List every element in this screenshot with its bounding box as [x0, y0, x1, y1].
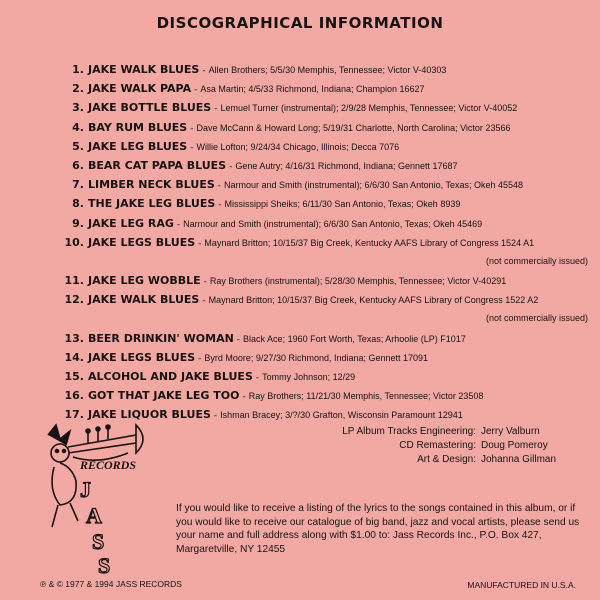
track-note: (not commercially issued) [485, 313, 588, 324]
track-number: 2. [72, 82, 84, 96]
track-separator: - [218, 200, 222, 211]
track-title: JAKE LEG BLUES [88, 139, 188, 153]
logo-jass-letter-s2: S [98, 553, 111, 575]
track-row [0, 156, 600, 175]
track-separator: - [202, 66, 206, 76]
track-title: GOT THAT JAKE LEG TOO [88, 389, 240, 403]
track-details: Lemuel Turner (instrumental); 2/9/28 Memphis, Tennessee; Victor V-40052 [220, 103, 518, 114]
track-title: JAKE LEGS BLUES [88, 350, 196, 364]
credit-name: Doug Pomeroy [481, 440, 548, 451]
track-row [0, 175, 600, 194]
track-title: JAKE LEG RAG [88, 216, 174, 230]
track-details: Mississippi Sheiks; 6/11/30 San Antonio, Texas; Okeh 8939 [224, 199, 461, 210]
track-details: Maynard Britton; 10/15/37 Big Creek, Kentucky AAFS Library of Congress 1522 A2 [208, 295, 539, 306]
track-details: Ishman Bracey; 3/?/30 Grafton, Wisconsin Paramount 12941 [220, 410, 463, 421]
logo-jass-letter-j: J [80, 477, 91, 502]
track-details: Black Ace; 1960 Fort Worth, Texas; Arhoolie (LP) F1017 [243, 333, 466, 344]
track-number: 12. [64, 293, 84, 307]
track-number: 4. [72, 120, 84, 134]
track-title: JAKE BOTTLE BLUES [88, 101, 212, 115]
track-number: 14. [64, 350, 84, 364]
credit-row [318, 425, 556, 439]
track-details: Willie Lofton; 9/24/34 Chicago, Illinois; Decca 7076 [196, 141, 400, 152]
track-title: JAKE LEGS BLUES [88, 235, 196, 249]
track-separator: - [214, 104, 218, 115]
track-title: BEAR CAT PAPA BLUES [88, 158, 227, 172]
jass-records-logo [18, 395, 178, 575]
logo-jass-text [80, 477, 110, 575]
track-details: Maynard Britton; 10/15/37 Big Creek, Kentucky AAFS Library of Congress 1524 A1 [204, 237, 535, 248]
track-note: (not commercially issued) [485, 255, 588, 266]
track-row [0, 79, 600, 98]
track-number: 1. [72, 63, 84, 76]
track-row [0, 137, 600, 156]
track-row [0, 118, 600, 137]
track-details: Narmour and Smith (instrumental); 6/6/30 San Antonio, Texas; Okeh 45469 [183, 218, 483, 229]
jester-figure-icon [48, 425, 78, 527]
track-row [0, 233, 600, 252]
track-separator: - [202, 296, 206, 307]
credit-role: CD Remastering: [399, 440, 476, 451]
track-title: JAKE WALK BLUES [88, 63, 200, 76]
track-title: THE JAKE LEG BLUES [88, 197, 216, 211]
credit-row [318, 439, 556, 453]
track-separator: - [198, 353, 202, 364]
track-details: Tommy Johnson; 12/29 [262, 372, 356, 382]
track-separator: - [190, 142, 194, 153]
trumpet-icon [68, 425, 143, 460]
lyrics-offer-text: If you would like to receive a listing of the lyrics to the songs contained in this album, or if you would like to receive our catalogue of big band, jazz and vocal artists, please send us your name and full address along with $1.00 to: Jass Records Inc., P.O. Box 427, Margaretville, NY 12455 [176, 503, 580, 555]
track-row [0, 60, 600, 79]
track-row [0, 98, 600, 117]
track-separator: - [198, 238, 202, 249]
track-separator: - [217, 181, 222, 192]
track-details: Allen Brothers; 5/5/30 Memphis, Tennessee; Victor V-40303 [208, 65, 447, 75]
track-number: 6. [72, 158, 84, 172]
track-separator: - [242, 392, 246, 403]
manufactured-notice: MANUFACTURED IN U.S.A. [467, 580, 576, 590]
track-details: Byrd Moore; 9/27/30 Richmond, Indiana; Gennett 17091 [204, 352, 429, 363]
track-title: ALCOHOL AND JAKE BLUES [88, 370, 253, 383]
track-number: 11. [64, 274, 84, 288]
track-details: Ray Brothers; 11/21/30 Memphis, Tennessee; Victor 23508 [248, 391, 484, 402]
track-separator: - [255, 373, 260, 383]
track-number: 17. [64, 408, 84, 422]
track-number: 10. [64, 235, 84, 249]
track-separator: - [229, 161, 233, 172]
track-title: BEER DRINKIN' WOMAN [88, 331, 234, 345]
track-row [0, 214, 600, 233]
logo-jass-letter-a: A [86, 503, 101, 528]
credit-row [318, 453, 556, 467]
copyright-notice: ℗ & © 1977 & 1994 JASS RECORDS [40, 579, 182, 589]
track-number: 3. [72, 101, 84, 115]
track-number: 15. [64, 370, 84, 383]
track-number: 7. [72, 178, 84, 192]
track-separator: - [236, 334, 241, 345]
track-row [0, 329, 600, 348]
track-row [0, 367, 600, 386]
track-title: JAKE WALK BLUES [88, 293, 200, 307]
track-number: 13. [64, 331, 84, 345]
credit-role: Art & Design: [417, 454, 476, 465]
logo-jass-letter-s1: S [92, 529, 105, 554]
track-title: JAKE LEG WOBBLE [88, 274, 201, 288]
track-row [0, 290, 600, 309]
track-details: Narmour and Smith (instrumental); 6/6/30 San Antonio, Texas; Okeh 45548 [224, 180, 524, 191]
track-number: 8. [72, 197, 84, 211]
logo-records-text: RECORDS [80, 458, 137, 472]
track-details: Asa Martin; 4/5/33 Richmond, Indiana; Champion 16627 [200, 84, 425, 95]
track-details: Ray Brothers (instrumental); 5/28/30 Memphis, Tennessee; Victor V-40291 [209, 276, 507, 287]
track-row [0, 271, 600, 290]
track-list [0, 60, 600, 425]
track-title: BAY RUM BLUES [88, 120, 188, 134]
track-row [0, 348, 600, 367]
track-separator: - [194, 85, 198, 96]
credits [318, 425, 556, 467]
page-title: DISCOGRAPHICAL INFORMATION [156, 14, 444, 32]
credit-name: Jerry Valburn [481, 426, 540, 437]
track-title: JAKE WALK PAPA [88, 82, 192, 96]
track-number: 16. [64, 389, 84, 403]
track-separator: - [213, 411, 218, 422]
track-row [0, 194, 600, 213]
track-number: 5. [72, 139, 84, 153]
track-title: JAKE LIQUOR BLUES [88, 408, 211, 422]
track-separator: - [190, 123, 194, 134]
track-separator: - [203, 277, 207, 288]
track-details: Gene Autry; 4/16/31 Richmond, Indiana; Gennett 17687 [235, 160, 458, 171]
credit-role: LP Album Tracks Engineering: [342, 426, 476, 437]
credit-name: Johanna Gillman [481, 454, 557, 465]
track-title: LIMBER NECK BLUES [88, 178, 215, 192]
track-details: Dave McCann & Howard Long; 5/19/31 Charlotte, North Carolina; Victor 23566 [196, 122, 511, 133]
track-number: 9. [72, 216, 84, 230]
track-separator: - [176, 219, 181, 230]
